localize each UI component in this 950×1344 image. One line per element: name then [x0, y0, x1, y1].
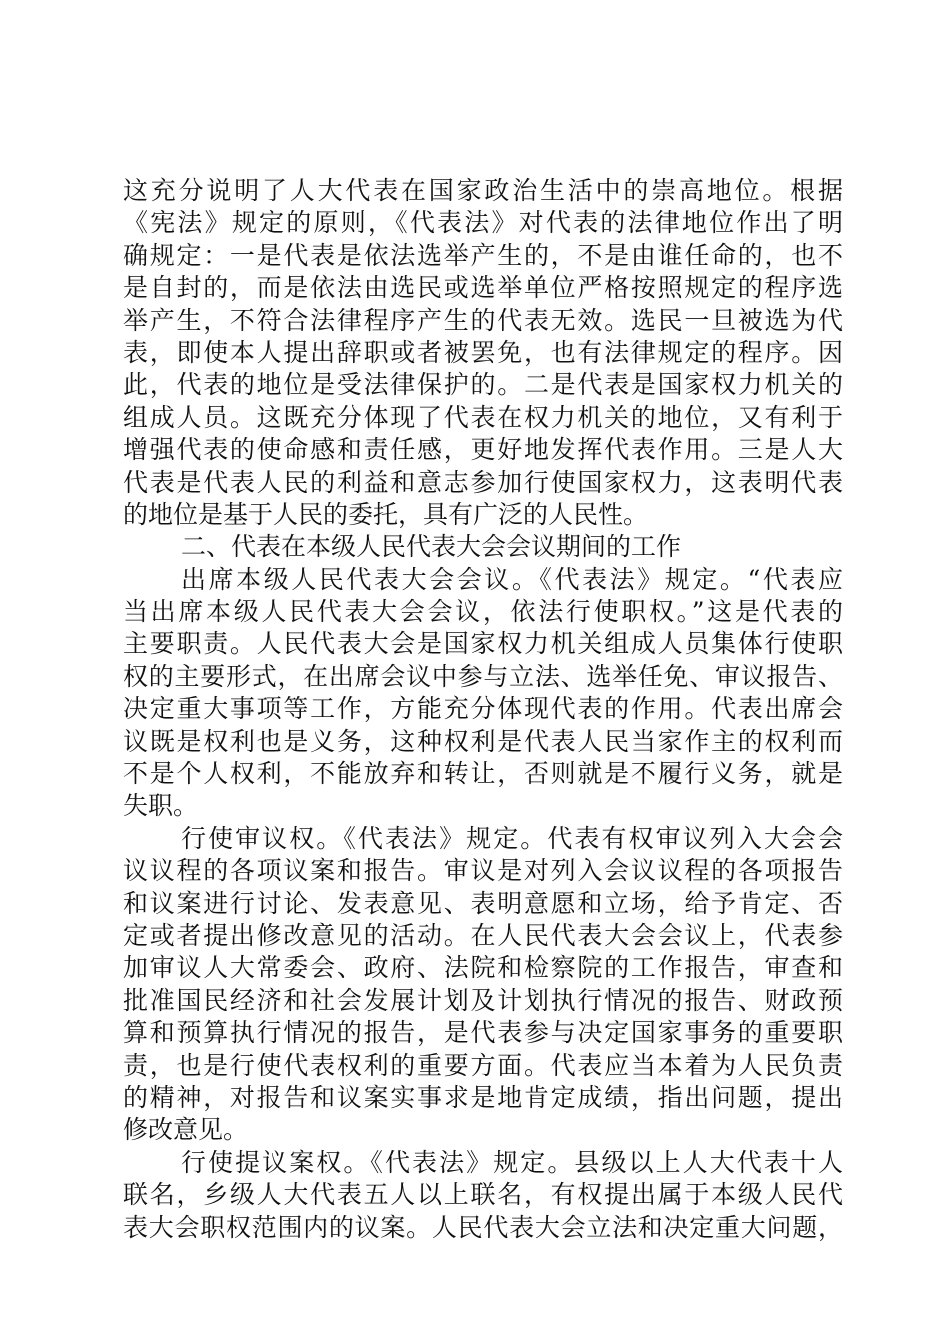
- text-line: 加审议人大常委会、政府、法院和检察院的工作报告，审查和: [123, 953, 843, 983]
- text-line: 表，即使本人提出辞职或者被罢免，也有法律规定的程序。因: [123, 337, 843, 367]
- text-line: 不是个人权利，不能放弃和转让，否则就是不履行义务，就是: [123, 759, 843, 789]
- text-line: 《宪法》规定的原则，《代表法》对代表的法律地位作出了明: [123, 208, 843, 238]
- text-line: 主要职责。人民代表大会是国家权力机关组成人员集体行使职: [123, 629, 843, 659]
- text-line: 此，代表的地位是受法律保护的。二是代表是国家权力机关的: [123, 370, 843, 400]
- text-line: 联名，乡级人大代表五人以上联名，有权提出属于本级人民代: [123, 1180, 843, 1210]
- text-line: 组成人员。这既充分体现了代表在权力机关的地位，又有利于: [123, 402, 843, 432]
- text-line: 举产生，不符合法律程序产生的代表无效。选民一旦被选为代: [123, 305, 843, 335]
- text-line: 确规定：一是代表是依法选举产生的，不是由谁任命的，也不: [123, 240, 843, 270]
- text-line: 责，也是行使代表权利的重要方面。代表应当本着为人民负责: [123, 1050, 843, 1080]
- text-line: 批准国民经济和社会发展计划及计划执行情况的报告、财政预: [123, 985, 843, 1015]
- text-line: 代表是代表人民的利益和意志参加行使国家权力，这表明代表: [123, 467, 843, 497]
- text-line: 是自封的，而是依法由选民或选举单位严格按照规定的程序选: [123, 273, 843, 303]
- text-line: 和议案进行讨论、发表意见、表明意愿和立场，给予肯定、否: [123, 888, 843, 918]
- text-line: 修改意见。: [123, 1115, 249, 1145]
- text-line: 这充分说明了人大代表在国家政治生活中的崇高地位。根据: [123, 176, 843, 205]
- text-line: 增强代表的使命感和责任感，更好地发挥代表作用。三是人大: [123, 435, 843, 465]
- text-line: 二、代表在本级人民代表大会会议期间的工作: [181, 532, 682, 562]
- text-line: 行使审议权。《代表法》规定。代表有权审议列入大会会: [181, 823, 843, 853]
- text-line: 权的主要形式，在出席会议中参与立法、选举任免、审议报告、: [123, 661, 843, 691]
- text-line: 议既是权利也是义务，这种权利是代表人民当家作主的权利而: [123, 726, 843, 756]
- text-line: 失职。: [123, 791, 199, 821]
- text-line: 行使提议案权。《代表法》规定。县级以上人大代表十人: [181, 1147, 843, 1177]
- text-line: 当出席本级人民代表大会会议，依法行使职权。”这是代表的: [123, 597, 843, 627]
- document-body: [123, 175, 843, 1244]
- text-line: 表大会职权范围内的议案。人民代表大会立法和决定重大问题，: [123, 1212, 843, 1242]
- text-line: 的精神，对报告和议案实事求是地肯定成绩，指出问题，提出: [123, 1082, 843, 1112]
- text-line: 出席本级人民代表大会会议。《代表法》规定。“代表应: [181, 564, 843, 594]
- text-line: 决定重大事项等工作，方能充分体现代表的作用。代表出席会: [123, 694, 843, 724]
- text-line: 定或者提出修改意见的活动。在人民代表大会会议上，代表参: [123, 920, 843, 950]
- text-line: 的地位是基于人民的委托，具有广泛的人民性。: [123, 499, 649, 529]
- text-line: 议议程的各项议案和报告。审议是对列入会议议程的各项报告: [123, 856, 843, 886]
- text-line: 算和预算执行情况的报告，是代表参与决定国家事务的重要职: [123, 1018, 843, 1048]
